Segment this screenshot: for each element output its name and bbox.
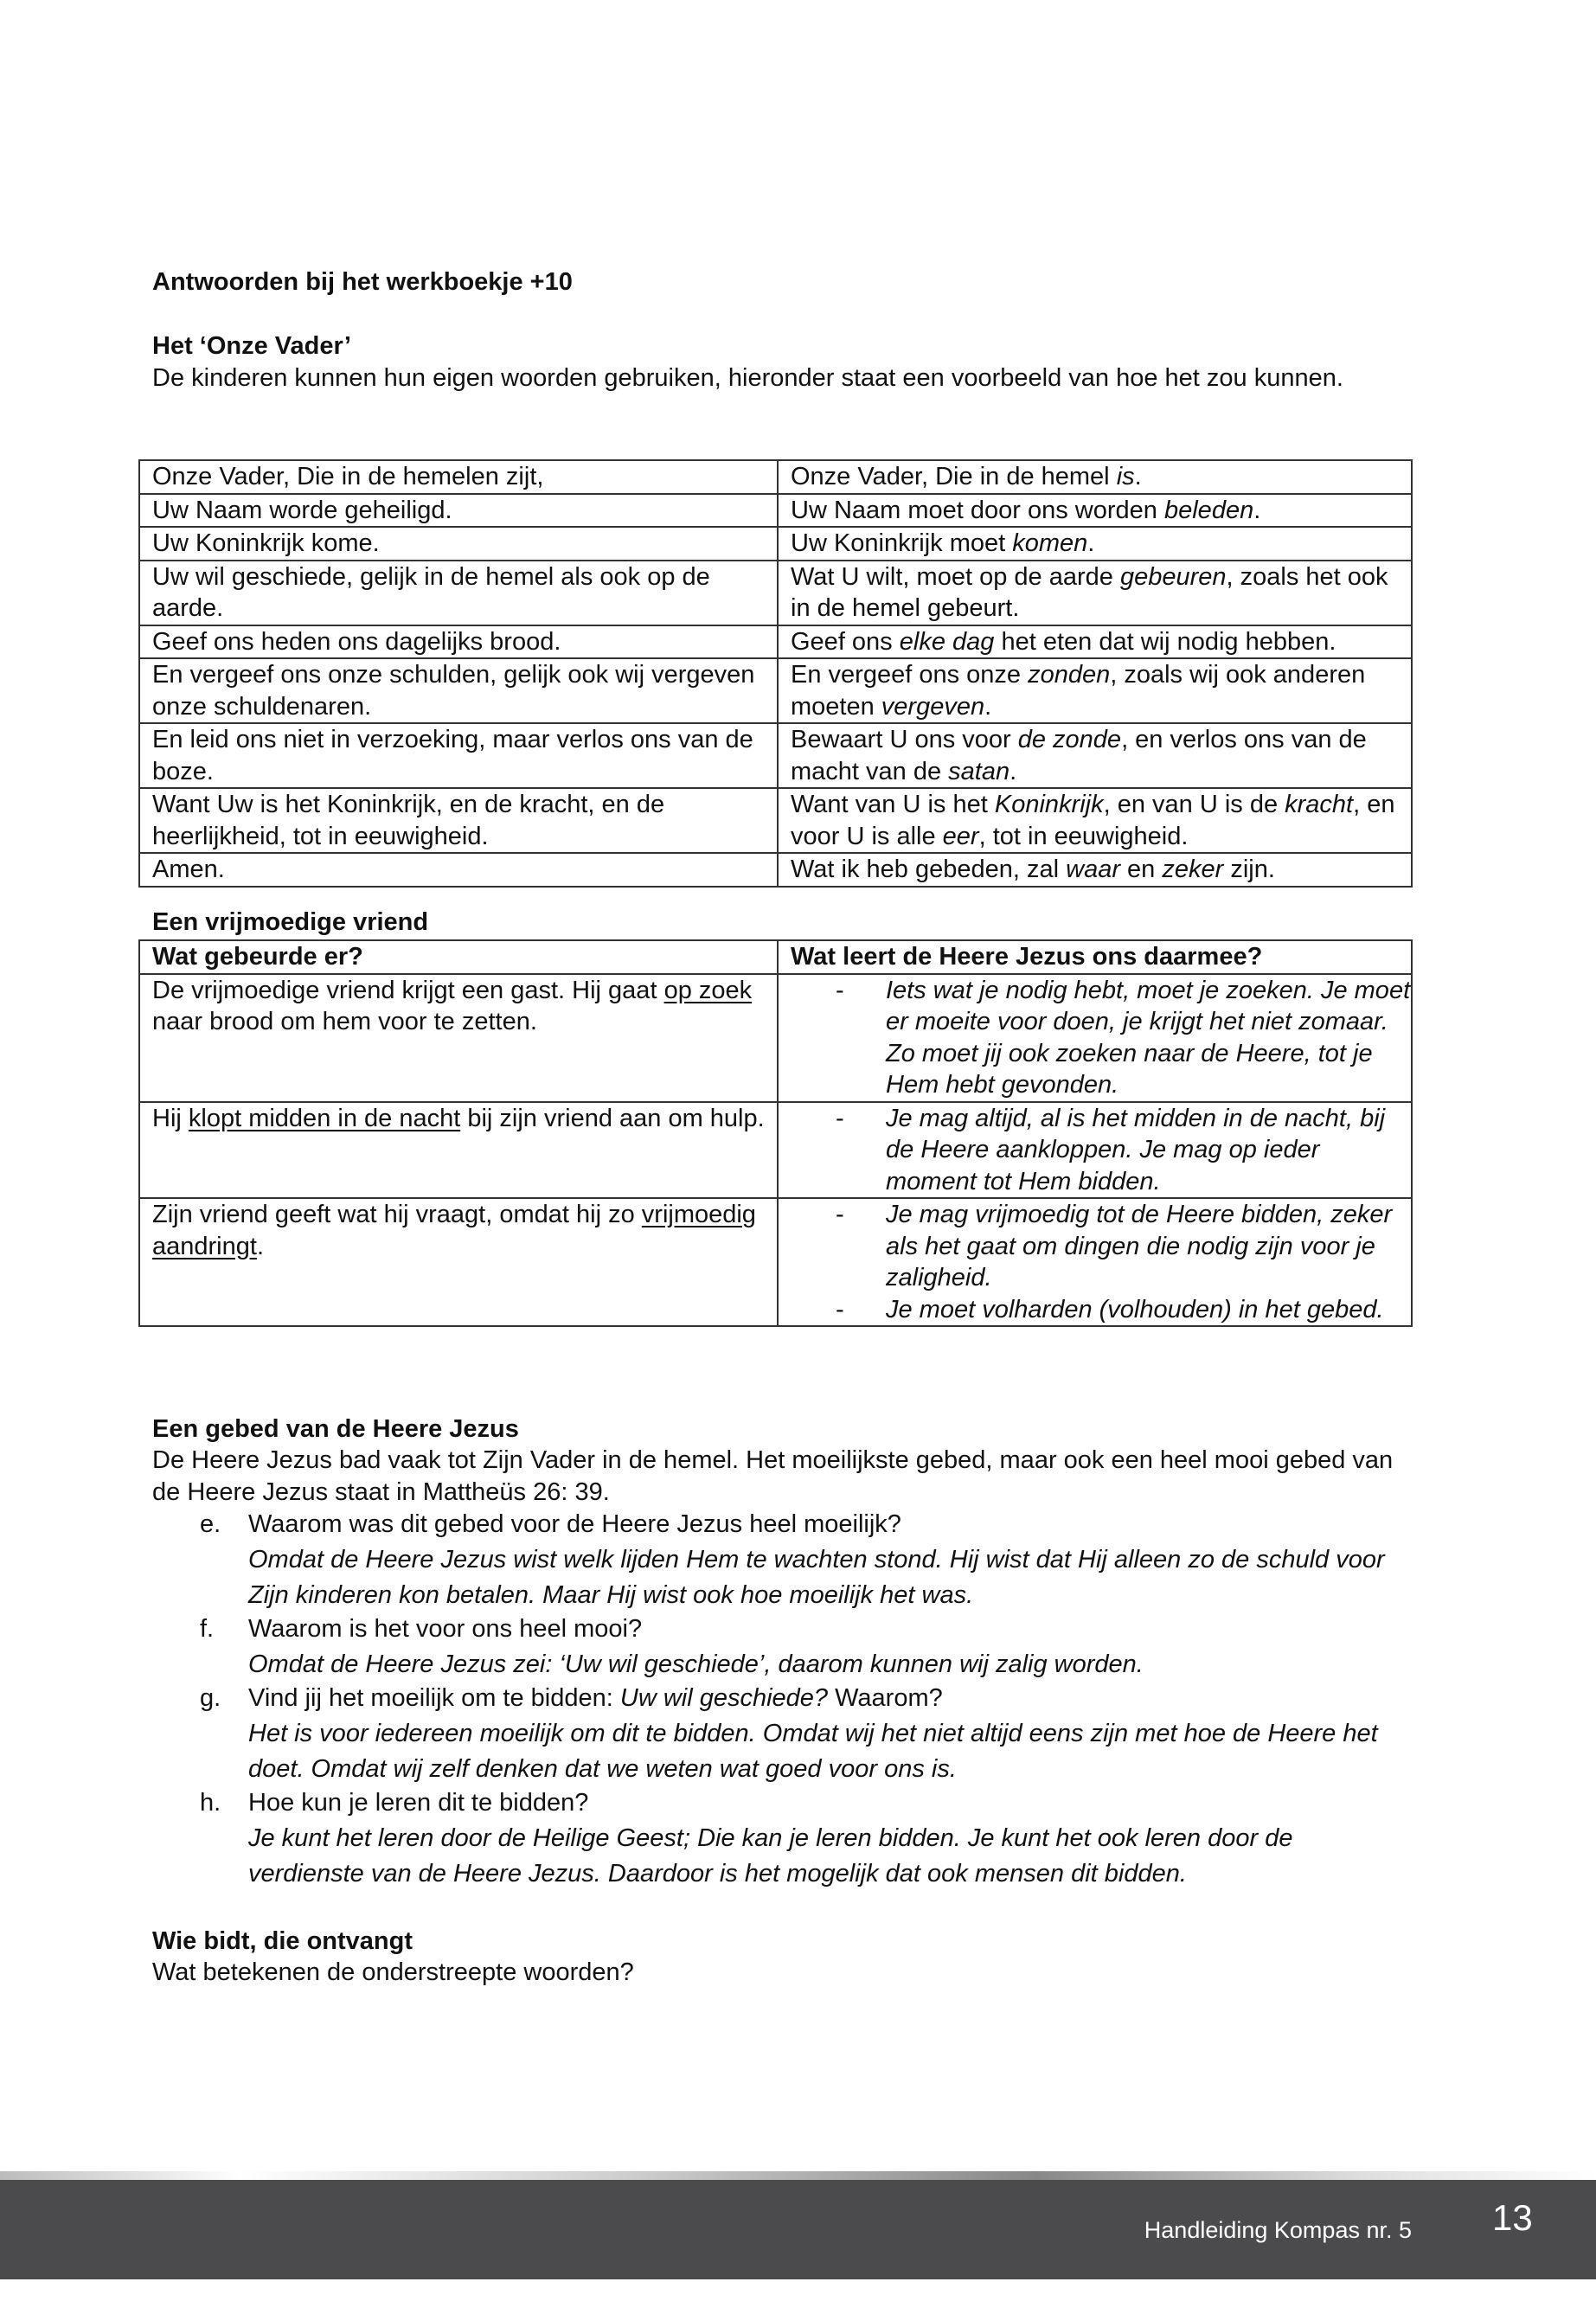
text-segment: bij zijn vriend aan om hulp. bbox=[460, 1104, 765, 1132]
text-segment: Wat ik heb gebeden, zal bbox=[791, 856, 1067, 883]
italic-text: zeker bbox=[1162, 856, 1224, 883]
text-segment: Waarom is het voor ons heel mooi? bbox=[248, 1615, 643, 1643]
italic-text: Koninkrijk bbox=[994, 791, 1104, 818]
text-segment: . bbox=[1087, 529, 1095, 557]
section-heading-vriend: Een vrijmoedige vriend bbox=[152, 908, 429, 936]
text-segment: , en van U is de bbox=[1103, 791, 1285, 818]
question-item bbox=[152, 1509, 1415, 1613]
text-segment: . bbox=[1253, 496, 1261, 524]
section-heading-gebed: Een gebed van de Heere Jezus bbox=[152, 1415, 519, 1443]
paraphrase-cell bbox=[778, 527, 1412, 561]
onze-vader-intro: De kinderen kunnen hun eigen woorden gebruiken, hieronder staat een voorbeeld van hoe het zou kunnen. bbox=[152, 364, 1343, 392]
event-cell bbox=[139, 1198, 778, 1326]
text-segment: Onze Vader, Die in de hemel bbox=[791, 463, 1117, 490]
column-header-what-happened: Wat gebeurde er? bbox=[139, 940, 778, 974]
table-row bbox=[139, 494, 1412, 528]
paraphrase-cell bbox=[778, 788, 1412, 853]
footer-publication: Handleiding Kompas nr. 5 bbox=[1144, 2217, 1412, 2243]
gebed-questions bbox=[152, 1509, 1415, 1892]
text-segment: Hij bbox=[152, 1104, 189, 1132]
original-text-cell bbox=[139, 460, 778, 494]
answer-text: Omdat de Heere Jezus zei: ‘Uw wil geschiede’, daarom kunnen wij zalig worden. bbox=[248, 1650, 1144, 1678]
original-text-cell bbox=[139, 561, 778, 625]
text-segment: En vergeef ons onze bbox=[791, 661, 1029, 689]
underlined-text: vrijmoedig aandringt bbox=[152, 1201, 756, 1260]
dash-bullet-icon: - bbox=[836, 1104, 844, 1132]
italic-text: de zonde bbox=[1017, 726, 1122, 753]
onze-vader-table bbox=[138, 459, 1413, 888]
italic-text: komen bbox=[1012, 529, 1088, 557]
text-segment: Amen. bbox=[152, 856, 225, 883]
lesson-text: Iets wat je nodig hebt, moet je zoeken. Je moet er moeite voor doen, je krijgt het niet zomaar. Zo moet jij ook zoeken naar de Heere, tot je Hem hebt gevonden. bbox=[886, 976, 1411, 1099]
text-segment: en bbox=[1119, 856, 1163, 883]
text-segment: Uw Naam worde geheiligd. bbox=[152, 496, 452, 524]
question-text bbox=[248, 1613, 1415, 1645]
paraphrase-cell bbox=[778, 494, 1412, 528]
lesson-list bbox=[791, 1103, 1411, 1198]
italic-text: waar bbox=[1066, 856, 1120, 883]
table-row bbox=[139, 460, 1412, 494]
answer-text: Je kunt het leren door de Heilige Geest; Die kan je leren bidden. Je kunt het ook leren door de verdienste van de Heere Jezus. Daardoor is het mogelijk dat ook mensen dit bidden. bbox=[248, 1824, 1293, 1888]
question-letter: h. bbox=[200, 1789, 221, 1817]
lesson-text: Je mag altijd, al is het midden in de nacht, bij de Heere aankloppen. Je mag op ieder moment tot Hem bidden. bbox=[886, 1104, 1386, 1195]
question-item bbox=[152, 1682, 1415, 1787]
text-segment: Uw wil geschiede, gelijk in de hemel als ook op de aarde. bbox=[152, 562, 710, 622]
text-segment: Bewaart U ons voor bbox=[791, 726, 1018, 753]
dash-bullet-icon: - bbox=[836, 1201, 844, 1228]
question-letter: e. bbox=[200, 1510, 221, 1538]
table-row bbox=[139, 658, 1412, 723]
table-row bbox=[139, 625, 1412, 659]
original-text-cell bbox=[139, 658, 778, 723]
italic-text: satan bbox=[948, 757, 1010, 785]
original-text-cell bbox=[139, 527, 778, 561]
question-letter: f. bbox=[200, 1615, 215, 1643]
text-segment: Uw Koninkrijk moet bbox=[791, 529, 1013, 557]
original-text-cell bbox=[139, 625, 778, 659]
dash-bullet-icon: - bbox=[836, 1295, 844, 1324]
underlined-text: op zoek bbox=[663, 976, 753, 1004]
text-segment: . bbox=[256, 1232, 264, 1260]
text-segment: Onze Vader, Die in de hemelen zijt, bbox=[152, 463, 544, 490]
original-text-cell bbox=[139, 788, 778, 853]
italic-text: elke dag bbox=[899, 627, 995, 656]
gebed-intro: De Heere Jezus bad vaak tot Zijn Vader in de hemel. Het moeilijkste gebed, maar ook een heel mooi gebed van de Heere Jezus staat in Mattheüs 26: 39. bbox=[152, 1446, 1394, 1506]
text-segment: Hoe kun je leren dit te bidden? bbox=[248, 1789, 589, 1817]
table-row bbox=[139, 853, 1412, 887]
question-item bbox=[152, 1787, 1415, 1892]
question-text bbox=[248, 1682, 1415, 1715]
event-cell bbox=[139, 974, 778, 1102]
text-segment: Want Uw is het Koninkrijk, en de kracht, en de heerlijkheid, tot in eeuwigheid. bbox=[152, 791, 665, 850]
lesson-cell bbox=[778, 1102, 1412, 1199]
text-segment: Want van U is het bbox=[791, 791, 995, 818]
answer-text: Omdat de Heere Jezus wist welk lijden Hem te wachten stond. Hij wist dat Hij alleen zo de schuld voor Zijn kinderen kon betalen. Maar Hij wist ook hoe moeilijk het was. bbox=[248, 1546, 1385, 1609]
paraphrase-cell bbox=[778, 460, 1412, 494]
lesson-item bbox=[791, 1103, 1411, 1198]
text-segment: zijn. bbox=[1223, 856, 1275, 883]
text-segment: . bbox=[1134, 463, 1142, 490]
italic-text: Uw wil geschiede? bbox=[619, 1684, 829, 1712]
text-segment: Uw Koninkrijk kome. bbox=[152, 529, 380, 557]
text-segment: het eten dat wij nodig hebben. bbox=[994, 627, 1336, 656]
text-segment: Waarom? bbox=[828, 1684, 943, 1712]
paraphrase-cell bbox=[778, 658, 1412, 723]
table-row bbox=[139, 561, 1412, 625]
lesson-item bbox=[791, 1294, 1411, 1326]
paraphrase-cell bbox=[778, 723, 1412, 788]
question-item bbox=[152, 1613, 1415, 1682]
paraphrase-cell bbox=[778, 561, 1412, 625]
lesson-list bbox=[791, 1199, 1411, 1325]
original-text-cell bbox=[139, 494, 778, 528]
column-header-lesson: Wat leert de Heere Jezus ons daarmee? bbox=[778, 940, 1412, 974]
text-segment: Geef ons bbox=[791, 627, 900, 656]
italic-text: beleden bbox=[1163, 496, 1254, 524]
question-letter: g. bbox=[200, 1684, 221, 1712]
question-text bbox=[248, 1509, 1415, 1541]
table-row bbox=[139, 527, 1412, 561]
lesson-item bbox=[791, 975, 1411, 1101]
table-row bbox=[139, 788, 1412, 853]
italic-text: eer bbox=[942, 822, 979, 850]
dash-bullet-icon: - bbox=[836, 976, 844, 1004]
text-segment: , en verlos ons van de macht van de bbox=[791, 726, 1367, 785]
section-heading-onze-vader: Het ‘Onze Vader’ bbox=[152, 332, 351, 360]
text-segment: naar brood om hem voor te zetten. bbox=[152, 1008, 537, 1035]
text-segment: Waarom was dit gebed voor de Heere Jezus heel moeilijk? bbox=[248, 1510, 901, 1538]
original-text-cell bbox=[139, 853, 778, 887]
paraphrase-cell bbox=[778, 853, 1412, 887]
table-row bbox=[139, 1102, 1412, 1199]
original-text-cell bbox=[139, 723, 778, 788]
page-number: 13 bbox=[1492, 2197, 1533, 2238]
text-segment: En vergeef ons onze schulden, gelijk ook wij vergeven onze schuldenaren. bbox=[152, 661, 755, 721]
text-segment: Vind jij het moeilijk om te bidden: bbox=[248, 1684, 620, 1712]
italic-text: is bbox=[1116, 463, 1135, 490]
text-segment: , en voor U is alle bbox=[791, 791, 1395, 850]
text-segment: Zijn vriend geeft wat hij vraagt, omdat hij zo bbox=[152, 1201, 642, 1228]
lesson-cell bbox=[778, 974, 1412, 1102]
italic-text: kracht bbox=[1285, 791, 1354, 818]
italic-text: zonden bbox=[1028, 661, 1111, 689]
text-segment: . bbox=[1010, 757, 1017, 785]
text-segment: Uw Naam moet door ons worden bbox=[791, 496, 1164, 524]
lesson-text: Je moet volharden (volhouden) in het gebed. bbox=[886, 1295, 1384, 1324]
paraphrase-cell bbox=[778, 625, 1412, 659]
lesson-list bbox=[791, 975, 1411, 1101]
event-cell bbox=[139, 1102, 778, 1199]
section-heading-wie-bidt: Wie bidt, die ontvangt bbox=[152, 1927, 413, 1955]
lesson-text: Je mag vrijmoedig tot de Heere bidden, zeker als het gaat om dingen die nodig zijn voor je zaligheid. bbox=[886, 1201, 1393, 1292]
text-segment: , zoals het ook in de hemel gebeurt. bbox=[791, 562, 1388, 622]
text-segment: . bbox=[984, 692, 992, 721]
table-row bbox=[139, 974, 1412, 1102]
underlined-text: klopt midden in de nacht bbox=[188, 1104, 461, 1132]
question-text bbox=[248, 1787, 1415, 1819]
table-row bbox=[139, 723, 1412, 788]
wie-bidt-question: Wat betekenen de onderstreepte woorden? bbox=[152, 1958, 634, 1986]
table-row bbox=[139, 1198, 1412, 1326]
italic-text: gebeuren bbox=[1119, 562, 1227, 591]
text-segment: Geef ons heden ons dagelijks brood. bbox=[152, 627, 561, 656]
text-segment: De vrijmoedige vriend krijgt een gast. Hij gaat bbox=[152, 976, 664, 1004]
answer-text: Het is voor iedereen moeilijk om dit te bidden. Omdat wij het niet altijd eens zijn met hoe de Heere het doet. Omdat wij zelf denken dat we weten wat goed voor ons is. bbox=[248, 1720, 1378, 1783]
page-title: Antwoorden bij het werkboekje +10 bbox=[152, 268, 573, 296]
lesson-item bbox=[791, 1199, 1411, 1294]
text-segment: , zoals wij ook anderen moeten bbox=[791, 661, 1366, 721]
text-segment: En leid ons niet in verzoeking, maar verlos ons van de boze. bbox=[152, 726, 753, 785]
text-segment: , tot in eeuwigheid. bbox=[978, 822, 1189, 850]
vriend-table bbox=[138, 939, 1413, 1327]
lesson-cell bbox=[778, 1198, 1412, 1326]
italic-text: vergeven bbox=[881, 692, 985, 721]
text-segment: Wat U wilt, moet op de aarde bbox=[791, 562, 1120, 591]
